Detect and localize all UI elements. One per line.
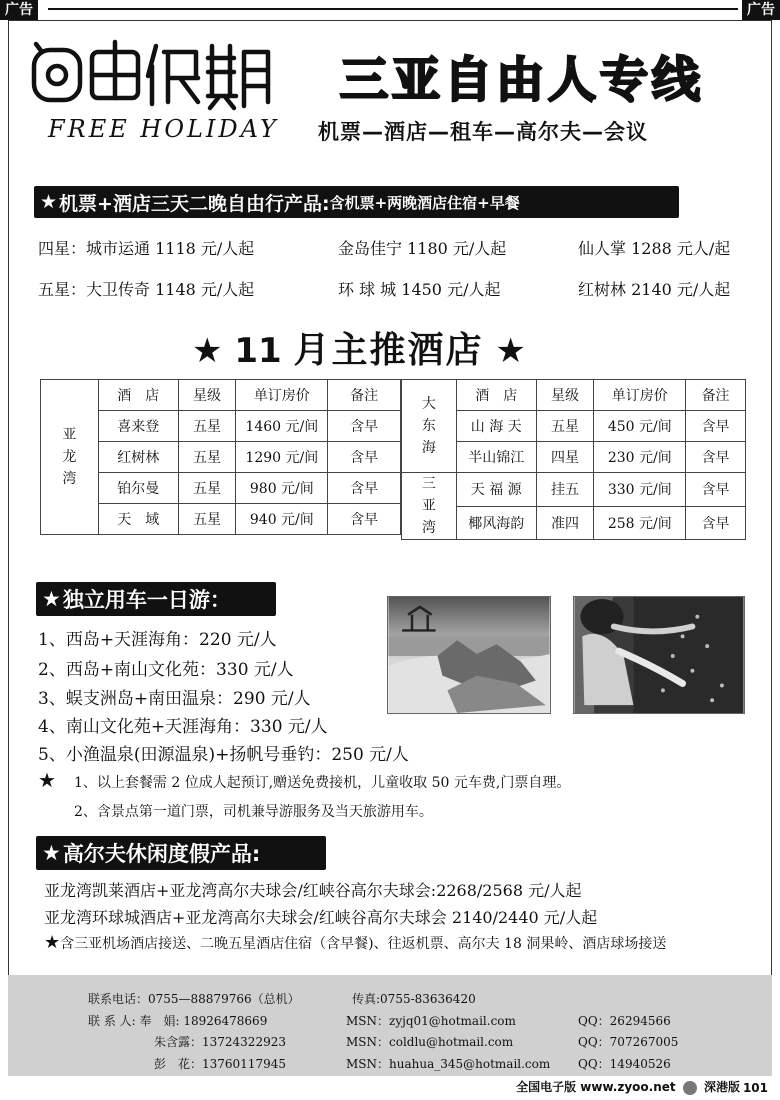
- table-header-row: [41, 380, 401, 411]
- headline-text: 三亚自由人专线: [340, 52, 705, 108]
- cell: 980 元/间: [236, 473, 328, 504]
- cell: 258 元/间: [594, 506, 686, 540]
- cell: 五星: [178, 442, 236, 473]
- cell: 准四: [536, 506, 594, 540]
- contact-msn: MSN：coldlu@hotmail.com: [346, 1035, 514, 1049]
- cell: 含早: [686, 442, 746, 473]
- cell: 330 元/间: [594, 473, 686, 507]
- star-icon: ★: [38, 768, 56, 792]
- golf-item: 亚龙湾环球城酒店+亚龙湾高尔夫球会/红峡谷高尔夫球会 2140/2440 元/人起: [44, 908, 598, 927]
- month-number: 11: [234, 331, 282, 371]
- golf-banner-text: 高尔夫休闲度假产品:: [62, 842, 261, 866]
- header-cell: 星级: [178, 380, 236, 411]
- ad-label-right: 广告: [742, 0, 780, 20]
- cell: 含早: [686, 411, 746, 442]
- tour-note: 1、以上套餐需 2 位成人起预订,赠送免费接机，儿童收取 50 元车费,门票自理。: [74, 775, 571, 791]
- tour-item: 3、蜈支洲岛+南田温泉：290 元/人: [38, 689, 311, 709]
- cell: 天 域: [98, 504, 178, 535]
- cell: 铂尔曼: [98, 473, 178, 504]
- cell: 喜来登: [98, 411, 178, 442]
- table-row: [402, 473, 746, 507]
- cell: 红树林: [98, 442, 178, 473]
- contact-msn: MSN：zyjq01@hotmail.com: [346, 1014, 516, 1028]
- tour-item: 1、西岛+天涯海角：220 元/人: [38, 630, 277, 650]
- golf-note-text: 含三亚机场酒店接送、二晚五星酒店住宿（含早餐)、往返机票、高尔夫 18 洞果岭、酒店球场接送: [60, 936, 667, 952]
- contact-phone: 联系电话：0755—88879766（总机）: [88, 992, 300, 1006]
- golf-note: [44, 932, 666, 953]
- star-icon: ★: [42, 587, 61, 611]
- ad-label-left: 广告: [0, 0, 38, 20]
- cell: 椰风海韵: [456, 506, 536, 540]
- footer-site: 全国电子版 www.zyoo.net: [516, 1080, 676, 1094]
- star-icon: ★: [192, 331, 235, 371]
- package-banner-main: 机票+酒店三天二晚自由行产品:: [59, 192, 330, 215]
- contact-qq: QQ：26294566: [578, 1014, 671, 1028]
- hotel-table-right: [401, 379, 746, 540]
- cell: 五星: [178, 504, 236, 535]
- cell: 含早: [686, 473, 746, 507]
- cell: 五星: [178, 411, 236, 442]
- package-item: 四星：城市运通 1118 元/人起: [38, 239, 255, 258]
- header-cell: 酒 店: [456, 380, 536, 411]
- header-cell: 星级: [536, 380, 594, 411]
- header-cell: 备注: [328, 380, 401, 411]
- star-icon: ★: [44, 932, 61, 953]
- month-title-text: 月主推酒店: [293, 330, 484, 371]
- cell: 1460 元/间: [236, 411, 328, 442]
- table-header-row: [402, 380, 746, 411]
- contact-person: 彭 花：13760117945: [154, 1057, 286, 1071]
- package-item: 金岛佳宁 1180 元/人起: [338, 239, 507, 258]
- tour-banner: [36, 582, 276, 616]
- month-hotels-title: [192, 322, 526, 373]
- page-number: 101: [742, 1081, 768, 1095]
- package-banner: [34, 186, 679, 218]
- package-item: 五星：大卫传奇 1148 元/人起: [38, 280, 255, 299]
- contact-person: 朱含露：13724322923: [154, 1035, 286, 1049]
- package-item: 仙人掌 1288 元人/起: [578, 239, 731, 258]
- cell: 230 元/间: [594, 442, 686, 473]
- header-cell: 酒 店: [98, 380, 178, 411]
- header-cell: 单订房价: [594, 380, 686, 411]
- tour-item: 2、西岛+南山文化苑：330 元/人: [38, 660, 294, 680]
- logo-icon: [683, 1081, 697, 1095]
- cell: 450 元/间: [594, 411, 686, 442]
- contact-qq: QQ：707267005: [578, 1035, 679, 1049]
- region-cell: [402, 473, 457, 540]
- header-cell: 单订房价: [236, 380, 328, 411]
- star-icon: ★: [42, 841, 61, 865]
- top-rule: [48, 8, 738, 10]
- tour-item: 4、南山文化苑+天涯海角：330 元/人: [38, 717, 328, 737]
- region-label: 大东海: [421, 396, 436, 456]
- beach-photo: [387, 596, 551, 714]
- golf-item: 亚龙湾凯莱酒店+亚龙湾高尔夫球会/红峡谷高尔夫球会:2268/2568 元/人起: [44, 881, 582, 900]
- contact-person: 联 系 人: 奉 娟: 18926478669: [88, 1014, 268, 1028]
- cell: 940 元/间: [236, 504, 328, 535]
- package-item: 环 球 城 1450 元/人起: [338, 280, 501, 299]
- cell: 五星: [178, 473, 236, 504]
- golf-banner: [36, 836, 326, 870]
- cell: 山 海 天: [456, 411, 536, 442]
- tour-banner-text: 独立用车一日游：: [62, 588, 231, 612]
- tour-note: 2、含景点第一道门票，司机兼导游服务及当天旅游用车。: [74, 804, 433, 820]
- cell: 含早: [686, 506, 746, 540]
- cell: 半山锦江: [456, 442, 536, 473]
- hotel-table-left: [40, 379, 401, 535]
- package-item: 红树林 2140 元/人起: [578, 280, 731, 299]
- contact-fax: 传真:0755-83636420: [352, 992, 476, 1006]
- region-cell: [41, 380, 99, 535]
- brand-english: FREE HOLIDAY: [48, 115, 279, 143]
- brand-logo: [26, 36, 276, 116]
- region-label: 三亚湾: [421, 476, 436, 536]
- star-icon: ★: [483, 331, 526, 371]
- cell: 五星: [536, 411, 594, 442]
- header-cell: 备注: [686, 380, 746, 411]
- headline: [336, 46, 716, 108]
- cell: 1290 元/间: [236, 442, 328, 473]
- services-line: 机票—酒店—租车—高尔夫—会议: [318, 120, 648, 144]
- cell: 含早: [328, 473, 401, 504]
- region-cell: [402, 380, 457, 473]
- tour-item: 5、小渔温泉(田源温泉)+扬帆号垂钓：250 元/人: [38, 745, 409, 765]
- contact-qq: QQ：14940526: [578, 1057, 671, 1071]
- star-icon: ★: [40, 191, 58, 213]
- package-banner-sub: 含机票+两晚酒店住宿+早餐: [329, 193, 520, 212]
- contact-msn: MSN：huahua_345@hotmail.com: [346, 1057, 551, 1071]
- footer-edition: [516, 1078, 740, 1095]
- cell: 挂五: [536, 473, 594, 507]
- cell: 含早: [328, 504, 401, 535]
- fish-spa-photo: [573, 596, 745, 714]
- cell: 含早: [328, 442, 401, 473]
- region-label: 亚龙湾: [62, 427, 77, 487]
- cell: 四星: [536, 442, 594, 473]
- cell: 含早: [328, 411, 401, 442]
- cell: 天 福 源: [456, 473, 536, 507]
- footer-edition-name: 深港版: [703, 1080, 740, 1094]
